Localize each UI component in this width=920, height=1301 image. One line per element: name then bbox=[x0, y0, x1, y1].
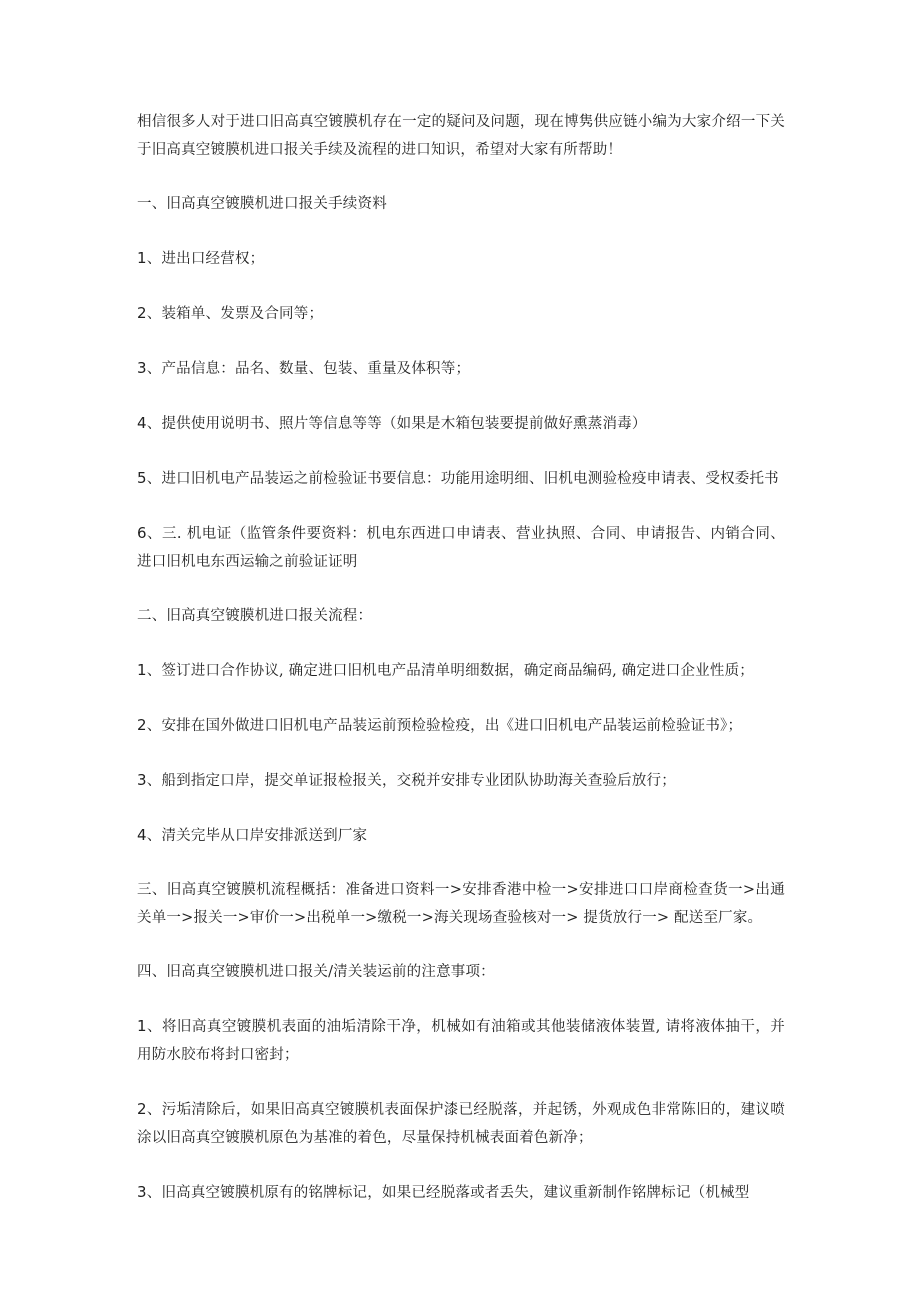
section-heading-1: 一、旧高真空镀膜机进口报关手续资料 bbox=[137, 196, 387, 212]
section-heading-3: 三、旧高真空镀膜机流程概括：准备进口资料一>安排香港中检一>安排进口口岸商检查货一>出通关单一>报关一>审价一>出税单一>缴税一>海关现场查验核对一> 提货放行一> 配送至厂家。 bbox=[137, 882, 785, 926]
list-item: 5、进口旧机电产品装运之前检验证书要信息：功能用途明细、旧机电测验检疫申请表、受权委托书 bbox=[137, 469, 779, 487]
list-item: 2、安排在国外做进口旧机电产品装运前预检验检疫，出《进口旧机电产品装运前检验证书》； bbox=[137, 716, 743, 734]
list-item: 3、船到指定口岸，提交单证报检报关，交税并安排专业团队协助海关查验后放行； bbox=[137, 771, 676, 789]
list-item: 1、进出口经营权； bbox=[137, 249, 265, 267]
intro-paragraph: 相信很多人对于进口旧高真空镀膜机存在一定的疑问及问题，现在博隽供应链小编为大家介绍一下关于旧高真空镀膜机进口报关手续及流程的进口知识，希望对大家有所帮助！ bbox=[137, 114, 785, 158]
list-item: 3、产品信息：品名、数量、包装、重量及体积等； bbox=[137, 359, 471, 377]
list-item: 6、三. 机电证（监管条件要资料：机电东西进口申请表、营业执照、合同、申请报告、内销合同、进口旧机电东西运输之前验证证明 bbox=[137, 524, 785, 570]
list-item: 4、清关完毕从口岸安排派送到厂家 bbox=[137, 826, 368, 844]
section-heading-4: 四、旧高真空镀膜机进口报关/清关装运前的注意事项： bbox=[137, 964, 495, 980]
list-item: 4、提供使用说明书、照片等信息等等（如果是木箱包装要提前做好熏蒸消毒） bbox=[137, 414, 647, 432]
section-heading-2: 二、旧高真空镀膜机进口报关流程： bbox=[137, 608, 373, 624]
document-body bbox=[137, 108, 785, 1233]
list-item: 3、旧高真空镀膜机原有的铭牌标记，如果已经脱落或者丢失，建议重新制作铭牌标记（机械型 bbox=[137, 1183, 750, 1201]
list-item: 1、将旧高真空镀膜机表面的油垢清除干净，机械如有油箱或其他装储液体装置, 请将液体抽干，并用防水胶布将封口密封； bbox=[137, 1017, 785, 1063]
list-item: 1、签订进口合作协议, 确定进口旧机电产品清单明细数据，确定商品编码, 确定进口企业性质； bbox=[137, 661, 754, 679]
list-item: 2、污垢清除后，如果旧高真空镀膜机表面保护漆已经脱落，并起锈，外观成色非常陈旧的，建议喷涂以旧高真空镀膜机原色为基准的着色，尽量保持机械表面着色新净； bbox=[137, 1100, 785, 1146]
list-item: 2、装箱单、发票及合同等； bbox=[137, 304, 324, 322]
